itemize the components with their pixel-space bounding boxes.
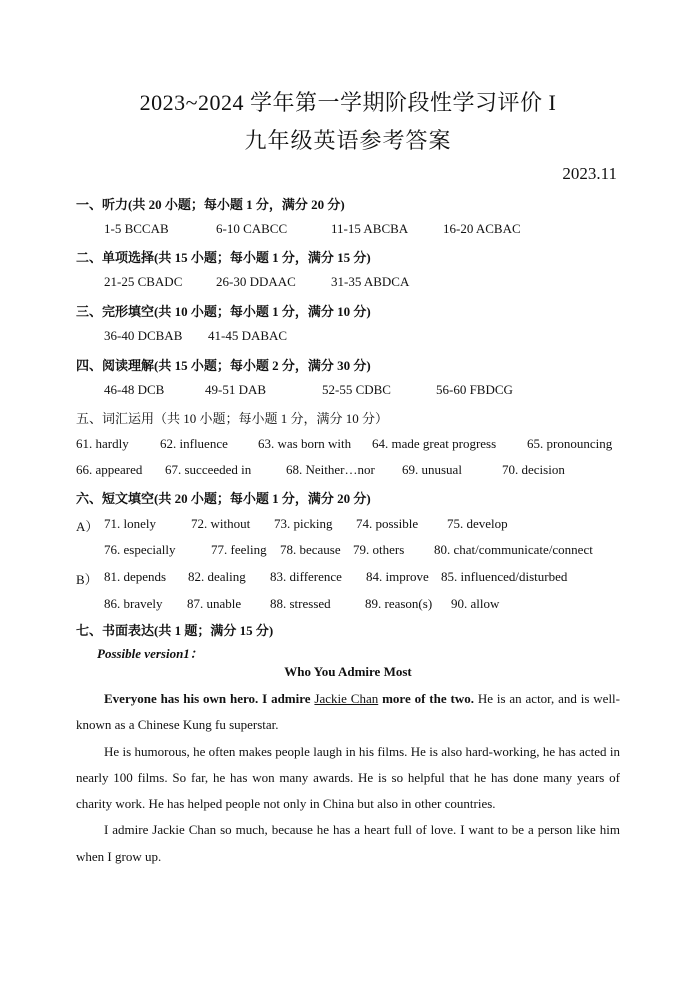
vocab-answer: 69. unusual [402,462,462,477]
fill-answer: 90. allow [451,596,500,611]
section-heading-single-choice: 二、单项选择(共 15 小题；每小题 1 分，满分 15 分) [76,250,371,265]
document-date: 2023.11 [562,164,617,183]
essay-paragraph-2: He is humorous, he often makes people laugh in his films. He is also hard-working, he has acted in nearly 100 films. So far, he has won many awards. He is so helpful that he has done many years of charity work. He has helped people not only in China but also in other countries. [76,743,620,812]
answer-group: 46-48 DCB [104,382,165,397]
answer-group: 36-40 DCBAB [104,328,183,343]
vocab-answer: 63. was born with [258,436,352,451]
section-heading-reading: 四、阅读理解(共 15 小题；每小题 2 分，满分 30 分) [76,358,371,373]
fill-answer: 89. reason(s) [365,596,433,611]
vocab-answer: 65. pronouncing [527,436,613,451]
vocab-answer: 61. hardly [76,436,129,451]
fill-answer: 71. lonely [104,516,156,531]
fill-answer: 72. without [191,516,251,531]
fill-answer: 85. influenced/disturbed [441,569,568,584]
essay-bold-text: Everyone has his own hero. I admire [104,691,315,706]
answer-group: 26-30 DDAAC [216,274,296,289]
fill-answer: 81. depends [104,569,167,584]
answer-group: 6-10 CABCC [216,221,288,236]
essay-paragraph-1 [76,686,620,739]
fill-answer: 88. stressed [270,596,331,611]
fill-answer: 75. develop [447,516,508,531]
vocab-answer: 66. appeared [76,462,143,477]
answer-group: 49-51 DAB [205,382,267,397]
answer-group: 11-15 ABCBA [331,221,409,236]
part-label-b: B） [76,572,98,587]
vocab-answer: 62. influence [160,436,228,451]
vocab-answer: 67. succeeded in [165,462,252,477]
answer-group: 41-45 DABAC [208,328,288,343]
fill-answer: 84. improve [366,569,429,584]
essay-paragraph-3: I admire Jackie Chan so much, because he has a heart full of love. I want to be a person like him when I grow up. [76,822,620,864]
fill-answer: 87. unable [187,596,242,611]
page-title: 2023~2024 学年第一学期阶段性学习评价 I [139,90,557,115]
essay-text: He is an actor, and is well-known as a Chinese Kung fu superstar. [76,691,620,733]
fill-answer: 74. possible [356,516,419,531]
answer-group: 52-55 CDBC [322,382,391,397]
answer-group: 16-20 ACBAC [443,221,521,236]
fill-answer: 73. picking [274,516,333,531]
answer-group: 1-5 BCCAB [104,221,169,236]
section-heading-listening: 一、听力(共 20 小题；每小题 1 分，满分 20 分) [76,197,345,212]
fill-answer: 80. chat/communicate/connect [434,542,593,557]
fill-answer: 77. feeling [211,542,267,557]
answer-group: 21-25 CBADC [104,274,183,289]
answer-group: 31-35 ABDCA [331,274,410,289]
section-heading-cloze: 三、完形填空(共 10 小题；每小题 1 分，满分 10 分) [76,304,371,319]
fill-answer: 76. especially [104,542,176,557]
page-subtitle: 九年级英语参考答案 [244,128,452,153]
fill-answer: 83. difference [270,569,342,584]
fill-answer: 78. because [280,542,341,557]
section-heading-writing: 七、书面表达(共 1 题；满分 15 分) [76,623,274,638]
answer-group: 56-60 FBDCG [436,382,513,397]
essay-title: Who You Admire Most [284,664,412,679]
possible-version-label: Possible version1： [97,646,203,661]
section-heading-vocabulary: 五、词汇运用（共 10 小题；每小题 1 分，满分 10 分） [76,411,389,426]
vocab-answer: 64. made great progress [372,436,497,451]
fill-answer: 82. dealing [188,569,246,584]
part-label-a: A） [76,519,99,534]
essay-bold-text: more of the two. [378,691,474,706]
section-heading-passage-fill: 六、短文填空(共 20 小题；每小题 1 分，满分 20 分) [76,491,371,506]
fill-answer: 86. bravely [104,596,163,611]
vocab-answer: 70. decision [502,462,565,477]
essay-body [76,686,620,870]
vocab-answer: 68. Neither…nor [286,462,375,477]
fill-answer: 79. others [353,542,405,557]
essay-underlined-name: Jackie Chan [314,691,379,706]
